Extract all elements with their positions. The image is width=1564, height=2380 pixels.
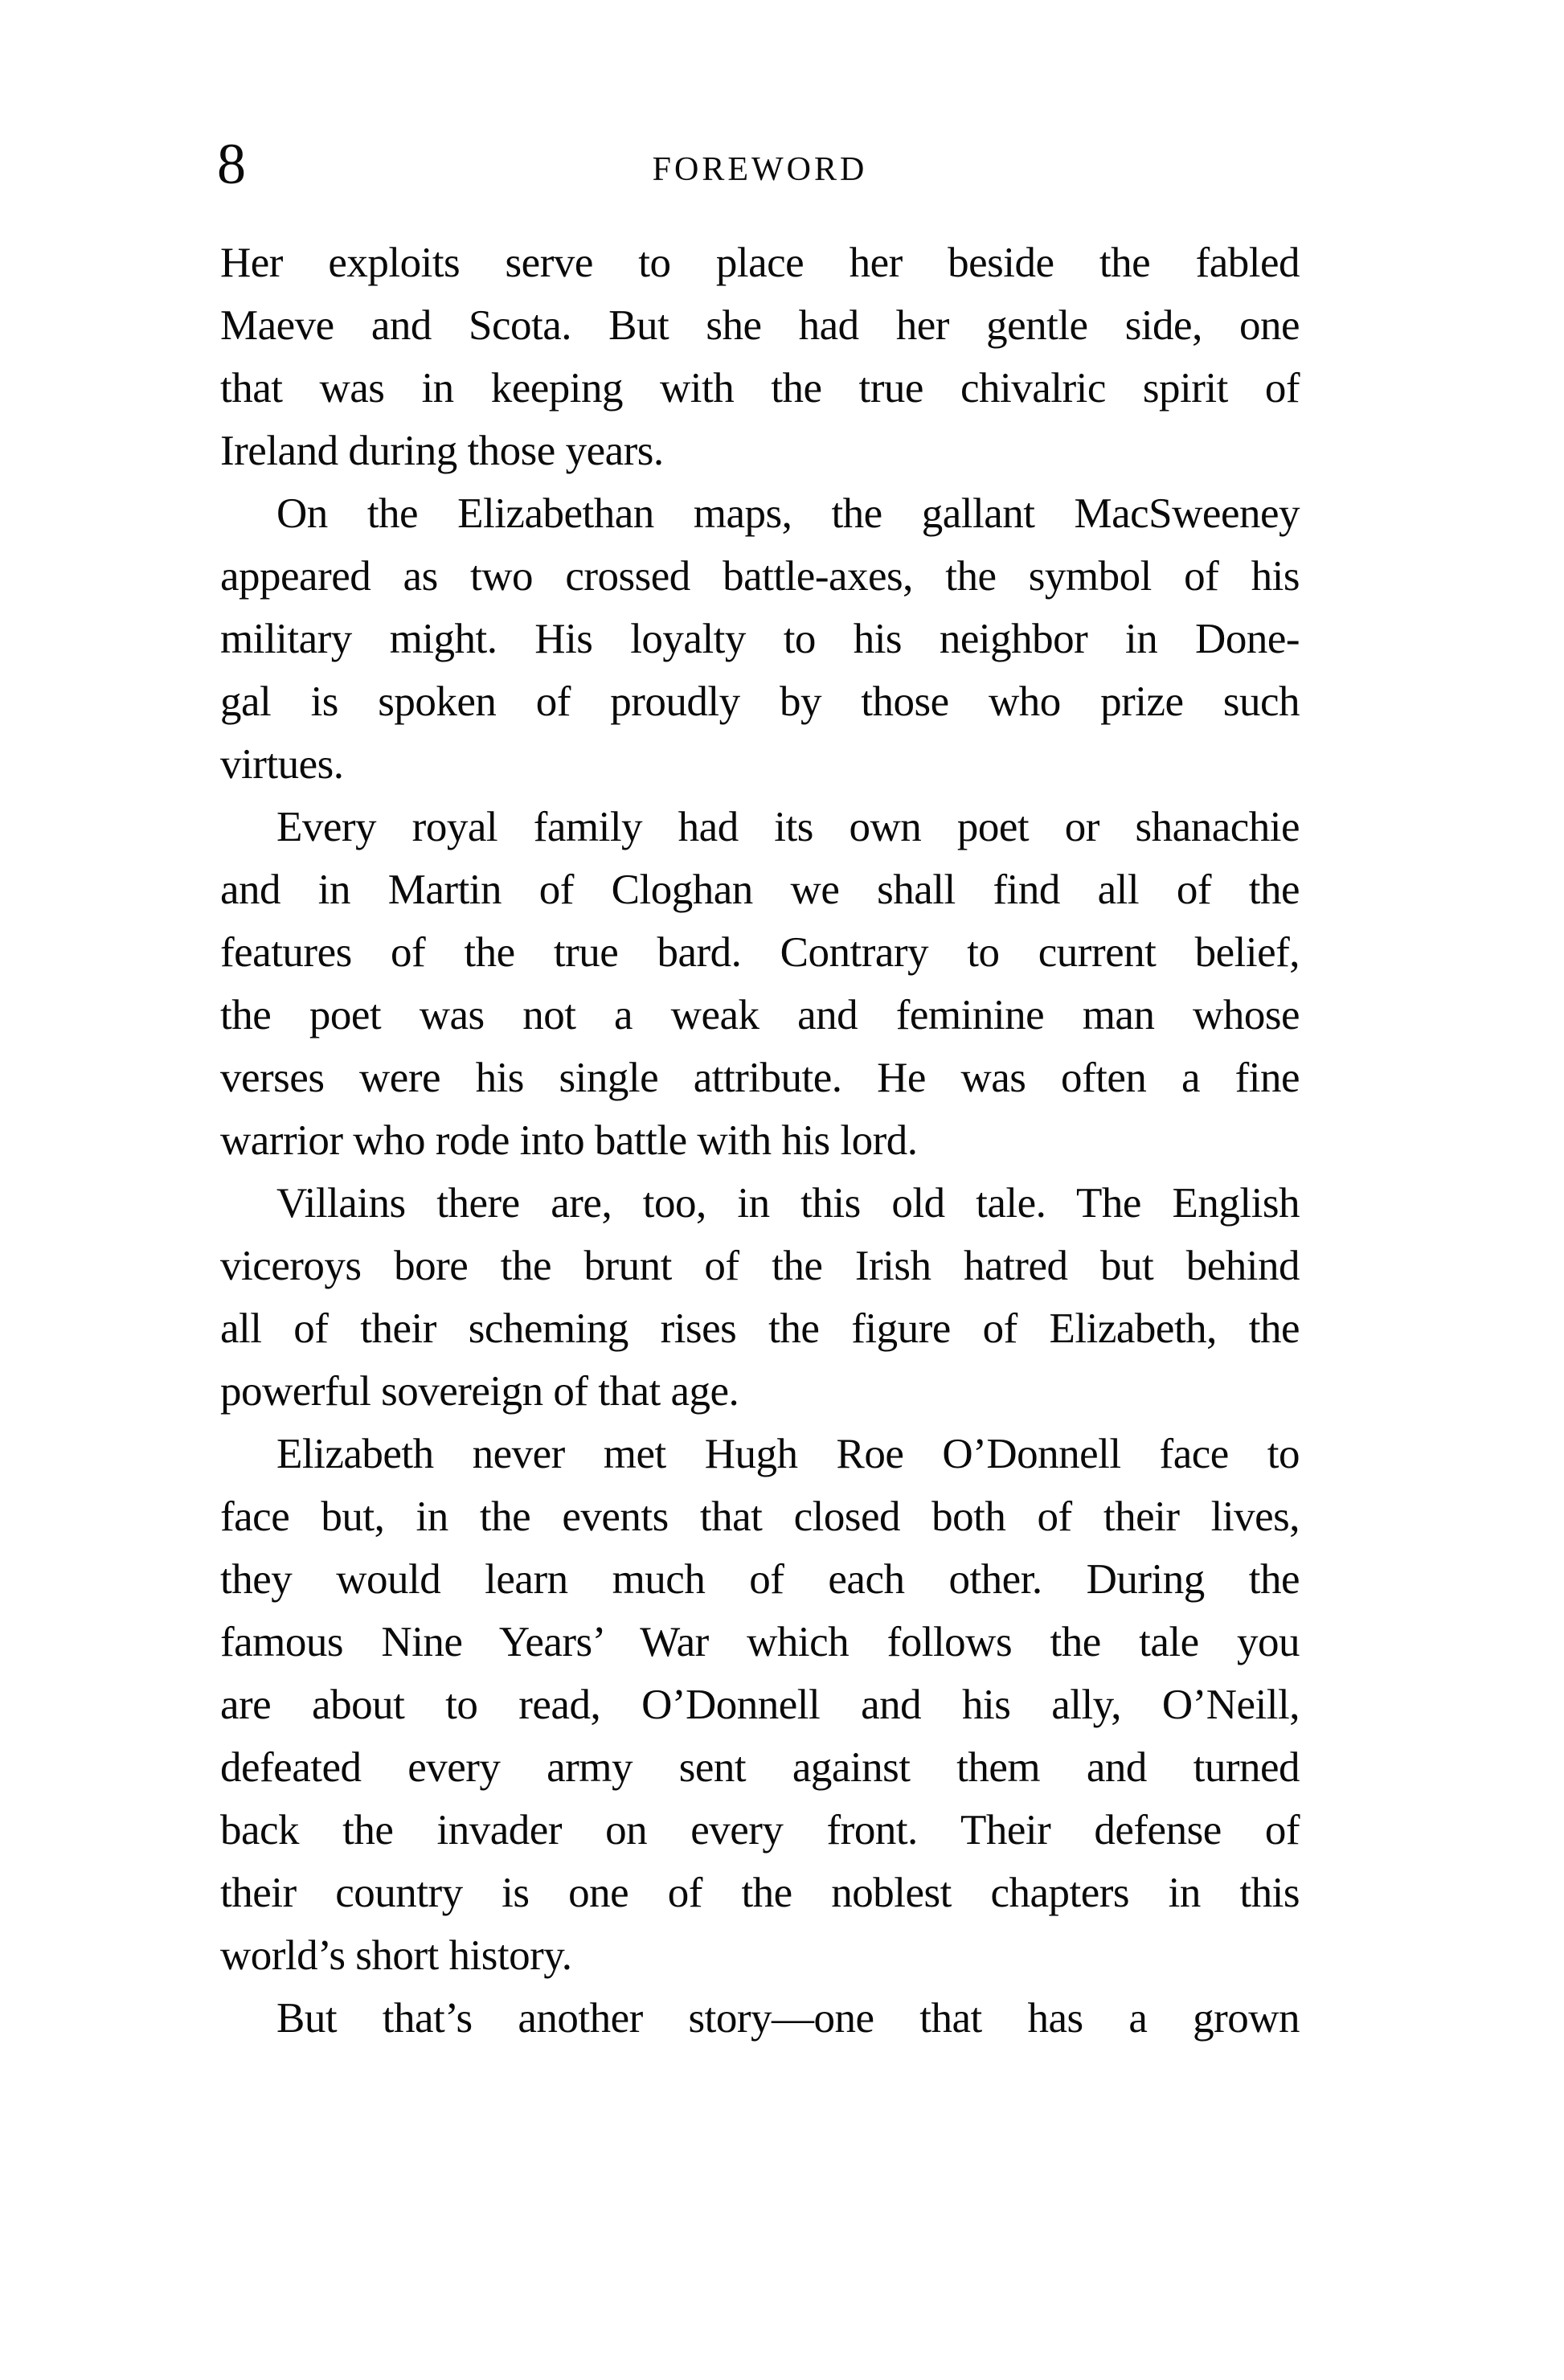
text-line: famous Nine Years’ War which follows the tale you (220, 1619, 1300, 1665)
text-line: all of their scheming rises the figure of Elizabeth, the (220, 1305, 1300, 1352)
text-line: military might. His loyalty to his neighbor in Done- (220, 616, 1300, 662)
text-line: virtues. (220, 741, 344, 788)
text-line: verses were his single attribute. He was often a fine (220, 1055, 1300, 1101)
text-line: they would learn much of each other. During the (220, 1556, 1300, 1603)
text-line: the poet was not a weak and feminine man whose (220, 992, 1300, 1038)
text-line: and in Martin of Cloghan we shall find all of the (220, 866, 1300, 913)
text-line: Maeve and Scota. But she had her gentle side, one (220, 302, 1300, 349)
text-line: Elizabeth never met Hugh Roe O’Donnell face to (276, 1431, 1300, 1477)
running-header-title: FOREWORD (652, 151, 868, 188)
text-line: On the Elizabethan maps, the gallant MacSweeney (276, 490, 1300, 537)
text-line: back the invader on every front. Their defense of (220, 1807, 1300, 1854)
text-line: features of the true bard. Contrary to current belief, (220, 929, 1300, 976)
text-line: Ireland during those years. (220, 428, 664, 474)
text-line: that was in keeping with the true chivalric spirit of (220, 365, 1300, 412)
text-line: warrior who rode into battle with his lord. (220, 1117, 918, 1164)
text-line: defeated every army sent against them and turned (220, 1744, 1300, 1791)
text-line: their country is one of the noblest chapters in this (220, 1870, 1300, 1916)
text-line: But that’s another story—one that has a grown (276, 1995, 1300, 2042)
text-line: face but, in the events that closed both of their lives, (220, 1493, 1300, 1540)
text-line: Her exploits serve to place her beside the fabled (220, 240, 1300, 286)
text-line: Every royal family had its own poet or shanachie (276, 804, 1300, 850)
text-line: appeared as two crossed battle-axes, the symbol of his (220, 553, 1300, 600)
text-line: Villains there are, too, in this old tale. The English (276, 1180, 1300, 1227)
text-line: world’s short history. (220, 1932, 572, 1979)
text-line: are about to read, O’Donnell and his ally, O’Neill, (220, 1682, 1300, 1728)
text-line: viceroys bore the brunt of the Irish hatred but behind (220, 1243, 1300, 1289)
text-line: gal is spoken of proudly by those who prize such (220, 678, 1300, 725)
foreword-body-text (220, 231, 1300, 2050)
page-number: 8 (217, 132, 246, 196)
text-line: powerful sovereign of that age. (220, 1368, 739, 1415)
